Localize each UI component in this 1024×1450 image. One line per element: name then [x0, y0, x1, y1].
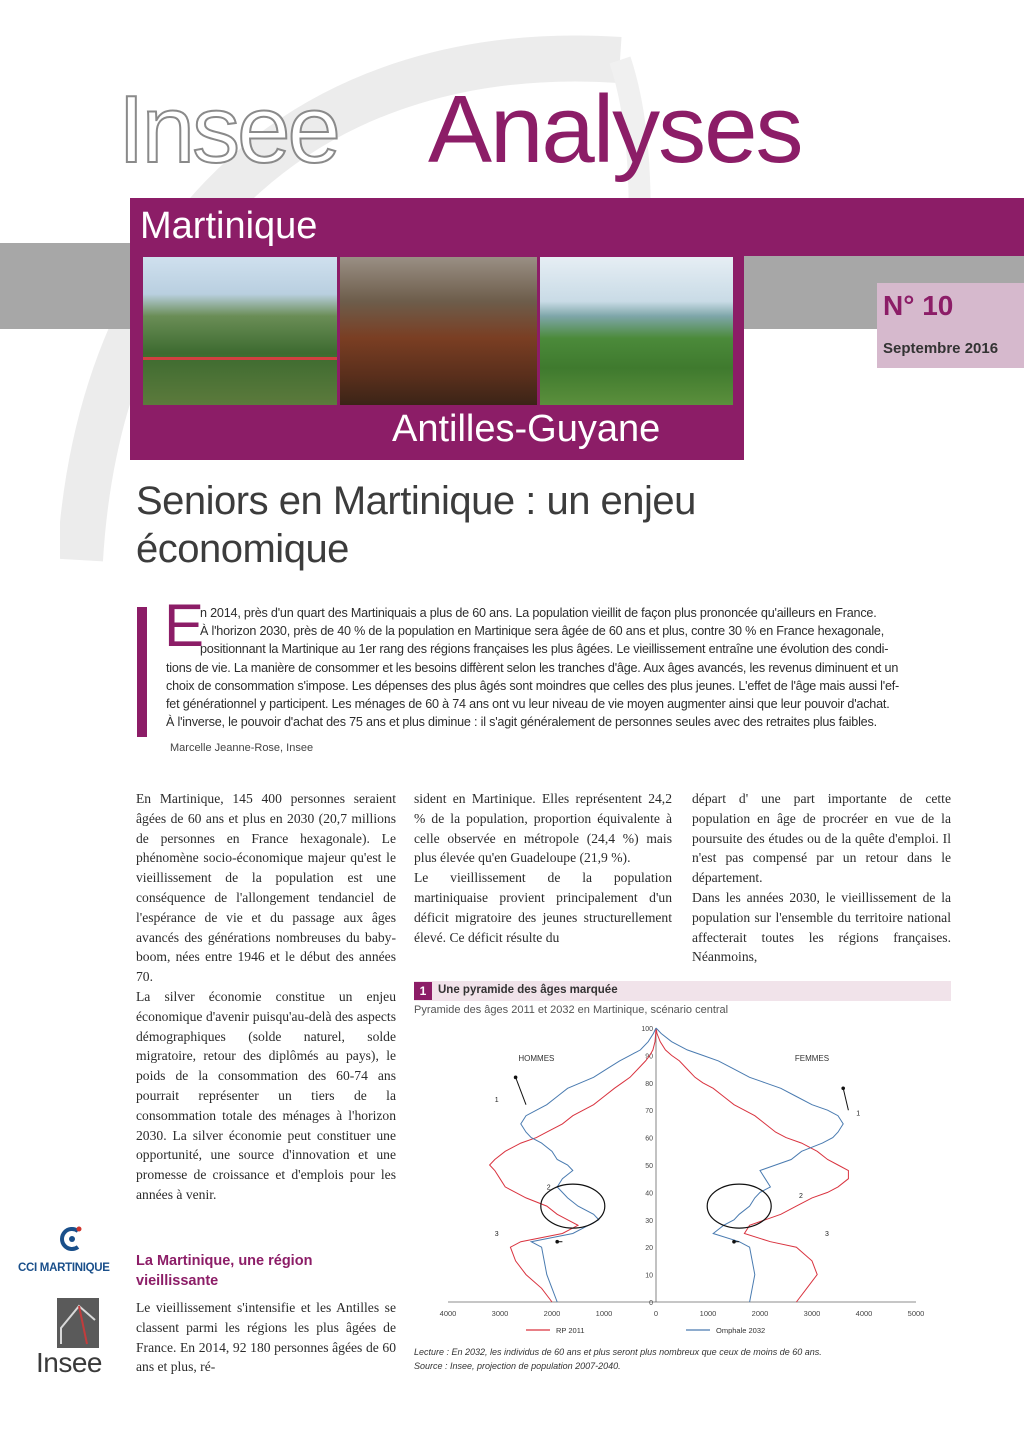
- chapeau-line: n 2014, près d'un quart des Martiniquais a plus de 60 ans. La population vieillit de façon plus prononcée qu'ailleurs en France.: [200, 606, 877, 620]
- paragraph: En Martinique, 145 400 personnes seraient âgées de 60 ans et plus en 2030 (20,7 millions de personnes en France hexagonale). Le phénomène socio-économique majeur qu'est le vieillissement de la population est une conséquence de l'allongement tendanciel de l'espérance de vie et du passage aux âges avancés des générations nombreuses du baby-boom, nées entre 1946 et le début des années 70.: [136, 791, 396, 985]
- paragraph: La silver économie constitue un enjeu économique d'avenir puisqu'au-delà des aspects démographiques (solde naturel, solde migratoire, retour des diplômés au pays), le poids de la consommation des 60-74 ans pourrait représenter un tiers de la consommation totale des ménages à l'horizon 2030. La silver économie peut constituer une opportunité, une source d'innovation et une promesse de croissance et d'emplois pour les années à venir.: [136, 988, 396, 1202]
- annotation-number: 1: [856, 1110, 861, 1118]
- annotation-number: 1: [494, 1096, 499, 1104]
- cci-logo-icon: [58, 1225, 84, 1253]
- y-tick-label: 90: [645, 1053, 653, 1061]
- paragraph: Le vieillissement s'intensifie et les Antilles se classent parmi les régions les plus âgées de France. En 2014, 92 180 personnes âgées de 60 ans et plus, ré-: [136, 1300, 396, 1375]
- figure-subtitle: Pyramide des âges 2011 et 2032 en Martinique, scénario central: [414, 1004, 729, 1016]
- figure-lecture: Lecture : En 2032, les individus de 60 ans et plus seront plus nombreux que ceux de moins de 60 ans.: [414, 1347, 822, 1357]
- x-tick-label: 4000: [439, 1309, 457, 1318]
- y-tick-label: 10: [645, 1272, 653, 1280]
- paragraph: sident en Martinique. Elles représentent 24,2 % de la population, proportion équivalente à celle observée en métropole (24,4 %) mais plus élevée qu'en Guadeloupe (21,9 %).: [414, 791, 672, 866]
- brand-insee: Insee: [118, 76, 338, 183]
- insee-logo-icon: [57, 1298, 99, 1348]
- photo-city-harbour: [143, 257, 337, 405]
- x-tick-label: 2000: [751, 1309, 769, 1318]
- x-tick-label: 3000: [491, 1309, 509, 1318]
- chapeau-line: fet générationnel y participent. Les ménages de 60 à 74 ans ont vu leur niveau de vie moyen augmenter ainsi que leur pouvoir d'achat.: [166, 697, 890, 712]
- dropcap: E: [164, 592, 205, 659]
- subregion-label: Antilles-Guyane: [392, 408, 661, 450]
- chapeau-bar: [137, 607, 147, 737]
- column-1-continued: [136, 1298, 396, 1377]
- chapeau-line: À l'horizon 2030, près de 40 % de la population en Martinique sera âgée de 60 ans et plus, contre 30 % en France hexagonale,: [200, 624, 885, 639]
- y-tick-label: 50: [645, 1163, 653, 1170]
- annotation-number: 3: [825, 1231, 829, 1239]
- population-pyramid-chart: [414, 1020, 951, 1350]
- series-line-femmes: [656, 1028, 843, 1302]
- y-tick-label: 40: [645, 1190, 653, 1198]
- chapeau-line: choix de consommation s'impose. Les dépenses des plus âgés sont moindres que celles des plus jeunes. L'effet de l'âge mais aussi l'ef-: [166, 678, 900, 693]
- y-tick-label: 70: [645, 1108, 653, 1116]
- figure-source: Source : Insee, projection de population 2007-2040.: [414, 1361, 621, 1371]
- article-title: Seniors en Martinique : un enjeu économique: [136, 479, 696, 571]
- photo-market: [340, 257, 537, 405]
- y-tick-label: 80: [645, 1080, 653, 1088]
- annotation-arrow: [516, 1077, 526, 1104]
- region-label: Martinique: [140, 205, 318, 247]
- annotation-arrow-head: [841, 1086, 845, 1090]
- photo-detail: [143, 357, 337, 360]
- legend-label: RP 2011: [556, 1326, 585, 1335]
- legend-label: Omphale 2032: [716, 1326, 766, 1335]
- annotation-number: 3: [494, 1231, 499, 1239]
- paragraph: Dans les années 2030, le vieillissement de la population sur l'ensemble du territoire national affecterait toutes les régions françaises. Néanmoins,: [692, 889, 951, 965]
- column-1: [136, 789, 396, 1205]
- y-tick-label: 20: [645, 1245, 653, 1253]
- paragraph: départ d' une part importante de cette population en âge de procréer en vue de la poursuite des études ou de la quête d'emploi. Il n'est pas compensé par un retour dans le département.: [692, 791, 951, 886]
- chapeau-line: À l'inverse, le pouvoir d'achat des 75 ans et plus diminue : il s'agit généralement de personnes seules avec des retraites plus faibles.: [166, 715, 877, 730]
- series-line-hommes: [490, 1028, 656, 1302]
- y-tick-label: 0: [649, 1300, 653, 1307]
- annotation-arrow-head: [555, 1240, 559, 1244]
- figure-notes: [414, 1345, 954, 1373]
- chapeau-line: positionnant la Martinique au 1er rang des régions françaises les plus âgées. Le vieillissement entraîne une évolution des condi-: [200, 642, 889, 657]
- column-3: [692, 789, 951, 967]
- annotation-number: 2: [799, 1192, 803, 1200]
- annotation-arrow: [843, 1088, 848, 1110]
- highlight-circle-femmes: [707, 1184, 771, 1228]
- figure-number: 1: [414, 982, 432, 1000]
- annotation-arrow-head: [514, 1076, 518, 1080]
- y-tick-label: 60: [645, 1135, 653, 1143]
- x-tick-label: 1000: [595, 1309, 613, 1318]
- x-tick-label: 4000: [855, 1309, 873, 1318]
- chapeau-line: tions de vie. La manière de consommer et les besoins diffèrent selon les tranches d'âge. Aux âges avancés, les revenus diminuent et un: [166, 660, 899, 675]
- subheading: La Martinique, une région vieillissante: [136, 1253, 313, 1289]
- x-tick-label: 2000: [543, 1309, 561, 1318]
- panel-label-femmes: FEMMES: [794, 1053, 830, 1063]
- cci-logo-text: CCI MARTINIQUE: [18, 1262, 110, 1274]
- figure-title: Une pyramide des âges marquée: [438, 984, 618, 996]
- y-tick-label: 30: [645, 1217, 653, 1225]
- brand-analyses: Analyses: [428, 76, 802, 183]
- chapeau: [166, 604, 946, 731]
- x-tick-label: 0: [653, 1309, 659, 1318]
- insee-logo-text: Insee: [36, 1347, 102, 1378]
- annotation-number: 2: [546, 1184, 551, 1192]
- x-tick-label: 1000: [699, 1309, 717, 1318]
- y-tick-label: 100: [641, 1026, 653, 1033]
- author: Marcelle Jeanne-Rose, Insee: [170, 742, 314, 754]
- paragraph: Le vieillissement de la population martiniquaise provient principalement d'un déficit migratoire des jeunes structurellement élevé. Ce déficit résulte du: [414, 870, 672, 945]
- column-2: [414, 789, 672, 947]
- panel-label-hommes: HOMMES: [518, 1053, 555, 1063]
- photo-coast-field: [540, 257, 733, 405]
- issue-date: Septembre 2016: [883, 340, 999, 357]
- issue-number: N° 10: [883, 290, 954, 321]
- x-tick-label: 3000: [803, 1309, 821, 1318]
- x-tick-label: 5000: [907, 1309, 925, 1318]
- annotation-arrow-head: [732, 1240, 736, 1244]
- series-line-hommes: [521, 1028, 656, 1302]
